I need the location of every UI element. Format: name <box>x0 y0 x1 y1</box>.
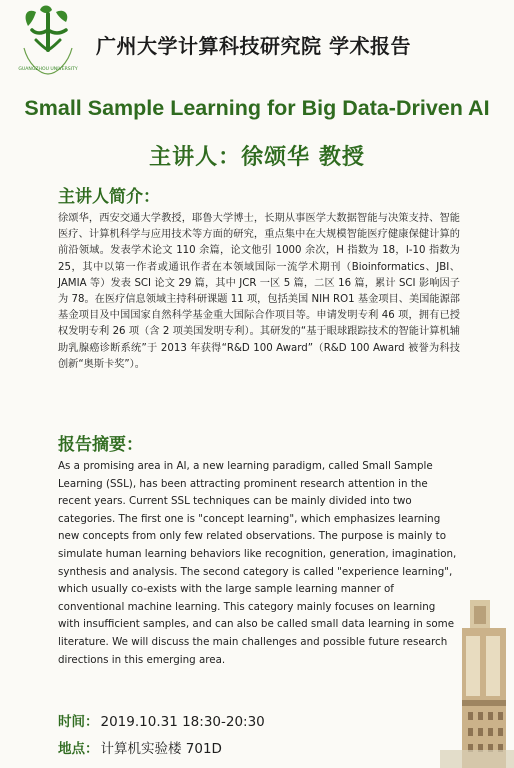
building-illustration <box>440 600 514 768</box>
time-value: 2019.10.31 18:30-20:30 <box>100 714 265 730</box>
institute-title: 广州大学计算科技研究院 学术报告 <box>96 34 411 58</box>
bio-heading: 主讲人简介： <box>58 187 160 207</box>
university-logo <box>10 4 86 80</box>
place-label: 地点： <box>58 741 99 757</box>
place-row <box>58 737 222 757</box>
time-label: 时间： <box>58 714 99 730</box>
time-row <box>58 710 265 730</box>
header <box>0 0 514 90</box>
speaker-line: 主讲人：徐颂华 教授 <box>149 145 365 170</box>
place-value: 计算机实验楼 701D <box>100 741 222 757</box>
abstract-text: As a promising area in AI, a new learning paradigm, called Small Sample Learning (SSL), has been attracting prominent research attention in the recent years. Current SSL techniques can be mainly divided into two categories. The first one is "concept learning", which emphasizes learning new concepts from only few related observations. The purpose is mainly to simulate human learning behaviors like recognition, generation, imagination, synthesis and analysis. The second category is called "experience learning", which usually co-exists with the large sample learning manner of conventional machine learning. This category mainly focuses on learning with insufficient samples, and can also be called small data learning in some literature. We will discuss the main challenges and possible future research directions in this emerging area. <box>58 460 457 666</box>
bio-text: 徐颂华，西安交通大学教授，耶鲁大学博士，长期从事医学大数据智能与决策支持、智能医疗、计算机科学与应用技术等方面的研究，重点集中在大规模智能医疗健康保健计算的前沿领域。发表学术论文 110 余篇，论文他引 1000 余次，H 指数为 18，I-10 指数为 25，其中以第一作者或通讯作者在本领域国际一流学术期刊（Bioinformatics、JBI、JAMIA 等）发表 SCI 论文 29 篇，其中 JCR 一区 5 篇，二区 16 篇，累计 SCI 影响因子为 78。在医疗信息领域主持科研课题 11 项，包括美国 NIH RO1 基金项目、美国能源部基金项目及中国国家自然科学基金重大国际合作项目等。申请发明专利 46 项，拥有已授权发明专利 26 项（含 2 项美国发明专利）。其研发的“基于眼球跟踪技术的智能计算机辅助乳腺癌诊断系统”于 2013 年获得“R&D 100 Award”（R&D 100 Award 被誉为科技创新“奥斯卡奖”）。 <box>58 213 460 370</box>
abstract-heading: 报告摘要： <box>58 435 143 455</box>
talk-title: Small Sample Learning for Big Data-Driven AI <box>24 96 490 120</box>
logo-text: GUANGZHOU UNIVERSITY <box>18 67 78 72</box>
